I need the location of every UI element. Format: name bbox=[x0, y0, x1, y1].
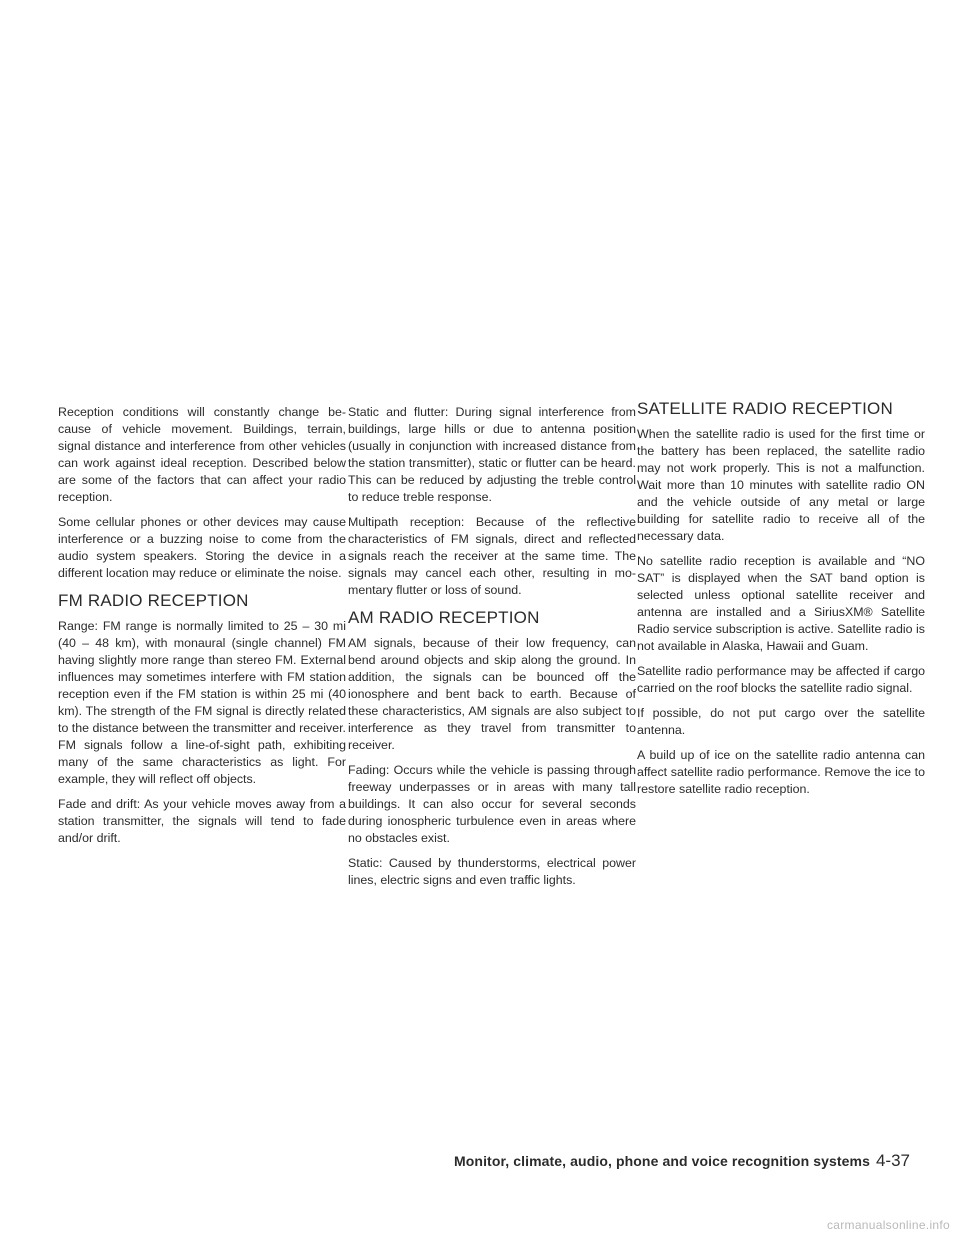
paragraph: Fading: Occurs while the vehicle is passing through freeway underpasses or in areas with many tall buildings. It can also occur for several seconds during ionospheric turbulence even in areas where no obstacles exist. bbox=[348, 763, 636, 845]
page-number: 4-37 bbox=[875, 1151, 910, 1170]
paragraph: Multipath reception: Because of the reflective characteristics of FM signals, direct and reflected signals reach the receiver at the same time. The signals may cancel each other, resulting in momentary flutter or loss of sound. bbox=[348, 515, 636, 597]
section-heading: SATELLITE RADIO RECEPTION bbox=[637, 399, 893, 418]
paragraph: Static: Caused by thunderstorms, electrical power lines, electric signs and even traffic lights. bbox=[348, 856, 636, 887]
paragraph: Some cellular phones or other devices may cause interference or a buzzing noise to come from the audio system speakers. Storing the device in a different location may reduce or eliminate the noise. bbox=[58, 515, 346, 580]
paragraph: A build up of ice on the satellite radio antenna can affect satellite radio performance. Remove the ice to restore satellite radio reception. bbox=[637, 748, 925, 796]
am-section bbox=[348, 607, 636, 889]
fm-continued-section bbox=[348, 404, 636, 599]
paragraph: Satellite radio performance may be affected if cargo carried on the roof blocks the satellite radio signal. bbox=[637, 664, 925, 695]
paragraph: When the satellite radio is used for the first time or the battery has been replaced, the satellite radio may not work properly. This is not a malfunction. Wait more than 10 minutes with satellite radio ON and the vehicle outside of any metal or large building for satellite radio to receive all of the necessary data. bbox=[637, 427, 925, 543]
column-middle bbox=[348, 404, 636, 897]
paragraph: Range: FM range is normally limited to 25 – 30 mi (40 – 48 km), with monaural (single channel) FM having slightly more range than stereo FM. External influences may sometimes interfere with FM station reception even if the FM station is within 25 mi (40 km). The strength of the FM signal is directly related to the distance between the transmitter and receiver. FM signals follow a line-of-sight path, exhibiting many of the same characteristics as light. For example, they will reflect off objects. bbox=[58, 619, 346, 786]
page-footer bbox=[0, 1151, 910, 1171]
section-heading: FM RADIO RECEPTION bbox=[58, 591, 249, 610]
paragraph: Reception conditions will constantly change because of vehicle movement. Buildings, terrain, signal distance and interference from other vehicles can work against ideal reception. Described below are some of the factors that can affect your radio reception. bbox=[58, 405, 346, 504]
chapter-title: Monitor, climate, audio, phone and voice recognition systems bbox=[454, 1153, 870, 1169]
paragraph: Static and flutter: During signal interference from buildings, large hills or due to antenna position (usually in conjunction with increased distance from the station transmitter), static or flutter can be heard. This can be reduced by adjusting the treble control to reduce treble response. bbox=[348, 405, 636, 504]
intro-section bbox=[58, 404, 346, 582]
section-heading: AM RADIO RECEPTION bbox=[348, 608, 540, 627]
satellite-section bbox=[637, 398, 925, 798]
column-right bbox=[637, 399, 925, 806]
column-left bbox=[58, 404, 346, 855]
watermark-text: carmanualsonline.info bbox=[826, 1218, 950, 1232]
paragraph: No satellite radio reception is available and “NO SAT” is displayed when the SAT band option is selected unless optional satellite receiver and antenna are installed and a SiriusXM® Satellite Radio service subscription is active. Satellite radio is not available in Alaska, Hawaii and Guam. bbox=[637, 554, 925, 653]
paragraph: AM signals, because of their low frequency, can bend around objects and skip along the ground. In addition, the signals can be bounced off the ionosphere and bent back to earth. Because of these characteristics, AM signals are also subject to interference as they travel from transmitter to receiver. bbox=[348, 636, 636, 752]
fm-section bbox=[58, 590, 346, 847]
paragraph: Fade and drift: As your vehicle moves away from a station transmitter, the signals will tend to fade and/or drift. bbox=[58, 797, 346, 845]
paragraph: If possible, do not put cargo over the satellite antenna. bbox=[637, 706, 925, 737]
